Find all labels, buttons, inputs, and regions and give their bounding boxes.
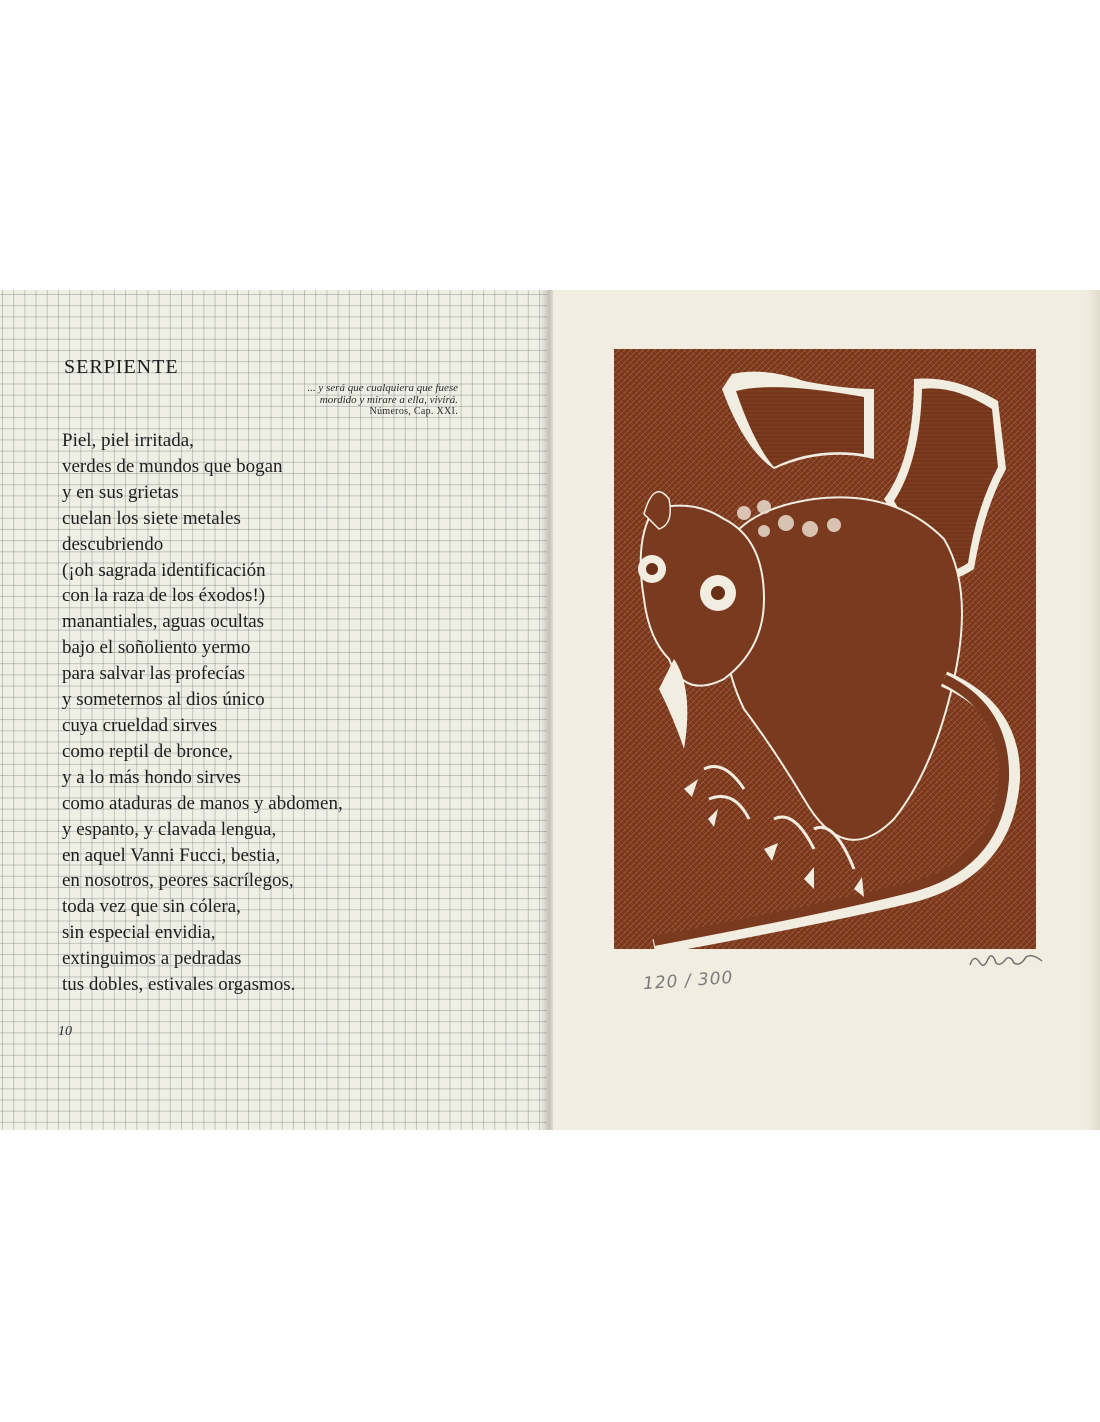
poem-line: tus dobles, estivales orgasmos. bbox=[62, 974, 296, 996]
poem-line: y someternos al dios único bbox=[62, 689, 265, 711]
poem-line: cuya crueldad sirves bbox=[62, 714, 218, 736]
epigraph-line-2: mordido y mirare a ella, vivirá. bbox=[319, 394, 458, 406]
poem-line: extinguimos a pedradas bbox=[62, 948, 242, 970]
edition-number: 120 / 300 bbox=[642, 967, 735, 995]
epigraph-source: Números, Cap. XXI. bbox=[369, 406, 458, 417]
poem-body bbox=[62, 428, 343, 998]
artist-signature bbox=[966, 945, 1046, 973]
book-spread bbox=[0, 290, 1100, 1130]
poem-line: descubriendo bbox=[62, 533, 164, 555]
poem-line: manantiales, aguas ocultas bbox=[62, 611, 265, 633]
woodcut-print bbox=[614, 349, 1036, 949]
page-edge bbox=[1086, 290, 1100, 1130]
poem-line: verdes de mundos que bogan bbox=[62, 455, 283, 477]
left-page bbox=[0, 290, 547, 1130]
poem-line: bajo el soñoliento yermo bbox=[62, 637, 251, 659]
poem-line: Piel, piel irritada, bbox=[62, 430, 194, 451]
right-page bbox=[553, 290, 1100, 1130]
poem-line: como reptil de bronce, bbox=[62, 740, 233, 762]
poem-line: y en sus grietas bbox=[62, 481, 179, 503]
page-number: 10 bbox=[58, 1024, 72, 1039]
poem-line: en aquel Vanni Fucci, bestia, bbox=[62, 844, 281, 866]
poem-line: (¡oh sagrada identificación bbox=[62, 559, 266, 581]
epigraph-line-1: ... y será que cualquiera que fuese bbox=[307, 382, 458, 394]
poem-line: cuelan los siete metales bbox=[62, 507, 241, 529]
epigraph bbox=[248, 382, 458, 418]
poem-line: toda vez que sin cólera, bbox=[62, 896, 241, 918]
poem-line: como ataduras de manos y abdomen, bbox=[62, 792, 343, 814]
poem-line: para salvar las profecías bbox=[62, 663, 246, 685]
poem-line: con la raza de los éxodos!) bbox=[62, 585, 266, 607]
poem-title: SERPIENTE bbox=[64, 356, 179, 378]
poem-line: en nosotros, peores sacrílegos, bbox=[62, 870, 294, 892]
poem-line: sin especial envidia, bbox=[62, 922, 216, 944]
poem-line: y a lo más hondo sirves bbox=[62, 766, 241, 788]
poem-line: y espanto, y clavada lengua, bbox=[62, 818, 277, 840]
